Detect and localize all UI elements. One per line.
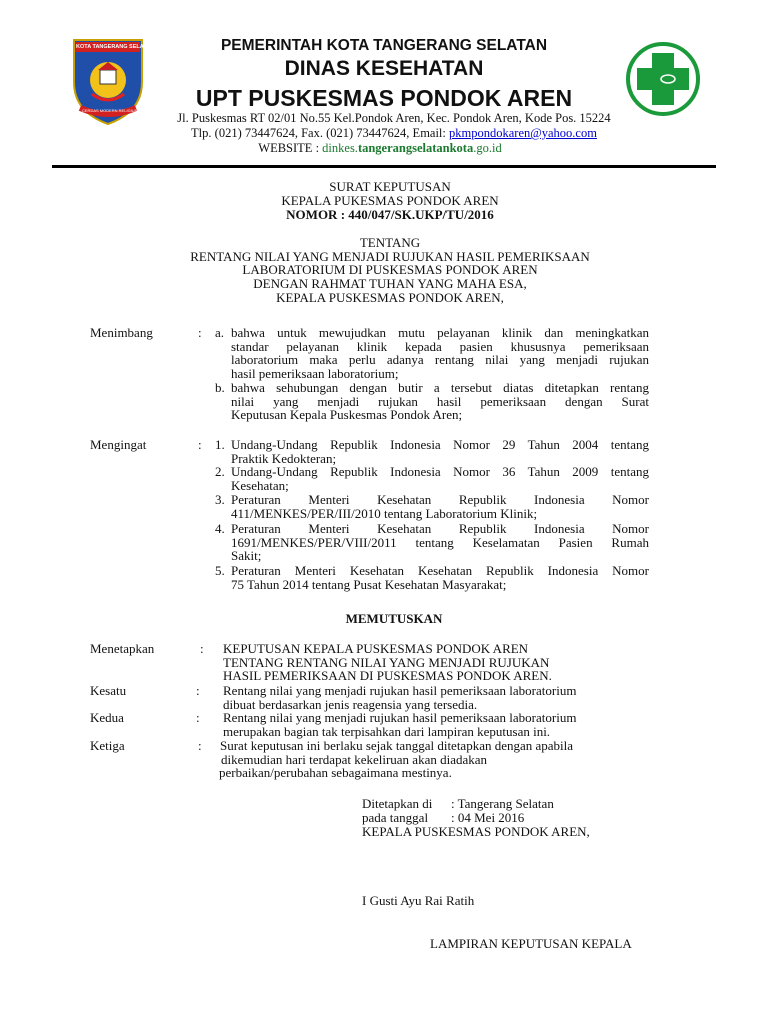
emblem-top-text: KOTA TANGERANG SELATAN bbox=[76, 44, 155, 50]
first-text bbox=[223, 684, 643, 711]
first-line: Rentang nilai yang menjadi rujukan hasil pemeriksaan laboratorium bbox=[223, 683, 577, 698]
place-value: : Tangerang Selatan bbox=[451, 796, 554, 811]
recalling-item bbox=[231, 522, 649, 563]
recalling-line: Peraturan Menteri Kesehatan Republik Indonesia Nomor bbox=[231, 521, 649, 536]
recalling-line: Peraturan Menteri Kesehatan Republik Indonesia Nomor bbox=[231, 492, 649, 507]
header-address: Jl. Puskesmas RT 02/01 No.55 Kel.Pondok Aren, Kec. Pondok Aren, Kode Pos. 15224 bbox=[177, 111, 611, 125]
stipulate-line: KEPUTUSAN KEPALA PUSKESMAS PONDOK AREN bbox=[223, 641, 529, 656]
considering-label: Menimbang bbox=[90, 325, 153, 340]
signatory-name: I Gusti Ayu Rai Ratih bbox=[362, 893, 475, 908]
header-website bbox=[0, 141, 764, 156]
second-label: Kedua bbox=[90, 710, 124, 725]
recalling-line: Praktik Kedokteran; bbox=[231, 450, 337, 466]
considering-b-line: bahwa sehubungan dengan butir a tersebut diatas ditetapkan rentang bbox=[231, 380, 649, 395]
decides-heading: MEMUTUSKAN bbox=[345, 611, 443, 626]
date-value: : 04 Mei 2016 bbox=[451, 810, 525, 825]
recalling-line: 411/MENKES/PER/III/2010 tentang Laboratorium Klinik; bbox=[231, 505, 538, 521]
recalling-line: 1691/MENKES/PER/VIII/2011 tentang Keselamatan Pasien Rumah bbox=[231, 534, 649, 550]
recalling-mark: 3. bbox=[215, 492, 225, 507]
header-email-link[interactable]: pkmpondokaren@yahoo.com bbox=[449, 126, 597, 140]
considering-b-line: Keputusan Kepala Puskesmas Pondok Aren; bbox=[231, 407, 463, 422]
first-label: Kesatu bbox=[90, 683, 127, 698]
header-contact bbox=[10, 126, 778, 141]
third-text bbox=[220, 739, 650, 780]
considering-a-line: bahwa untuk mewujudkan mutu pelayanan klinik dan meningkatkan bbox=[231, 325, 649, 340]
recalling-item bbox=[231, 438, 649, 465]
date-label: pada tanggal bbox=[362, 810, 429, 825]
stipulate-line: HASIL PEMERIKSAAN DI PUSKESMAS PONDOK AREN. bbox=[223, 668, 552, 683]
signatory-position: KEPALA PUSKESMAS PONDOK AREN, bbox=[362, 824, 590, 839]
second-line: merupakan bagian tak terpisahkan dari lampiran keputusan ini. bbox=[223, 723, 551, 739]
recalling-mark: 1. bbox=[215, 437, 225, 452]
attachment-heading: LAMPIRAN KEPUTUSAN KEPALA bbox=[430, 936, 632, 951]
recalling-item bbox=[231, 465, 649, 492]
header-rule bbox=[52, 165, 716, 168]
considering-mark-b: b. bbox=[215, 380, 225, 395]
website-part-b: tangerangselatankota bbox=[357, 141, 474, 155]
recalling-colon: : bbox=[198, 437, 202, 452]
stipulate-text bbox=[223, 642, 643, 683]
considering-a-line: laboratorium maka perlu adanya rentang nilai yang menjadi rujukan bbox=[231, 352, 649, 367]
recalling-line: Kesehatan; bbox=[231, 477, 289, 493]
first-line: dibuat berdasarkan jenis reagensia yang tersedia. bbox=[223, 696, 478, 712]
emblem-motto-text: CERDAS MODERN RELIGIUS bbox=[82, 108, 138, 113]
considering-item-a bbox=[231, 326, 649, 380]
header-institution-line: UPT PUSKESMAS PONDOK AREN bbox=[195, 85, 573, 111]
considering-colon: : bbox=[198, 325, 202, 340]
health-cross-icon bbox=[624, 40, 702, 118]
recalling-mark: 5. bbox=[215, 563, 225, 578]
third-line: Surat keputusan ini berlaku sejak tanggal ditetapkan dengan apabila bbox=[220, 738, 574, 753]
considering-item-b bbox=[231, 381, 649, 422]
stipulate-line: TENTANG RENTANG NILAI YANG MENJADI RUJUKAN bbox=[223, 654, 550, 670]
recalling-line: Peraturan Menteri Kesehatan Kesehatan Republik Indonesia Nomor bbox=[231, 563, 649, 578]
place-label: Ditetapkan di bbox=[362, 796, 433, 811]
title-line-1: SURAT KEPUTUSAN bbox=[329, 179, 451, 194]
subject-line-2: LABORATORIUM DI PUSKESMAS PONDOK AREN bbox=[242, 262, 538, 277]
first-colon: : bbox=[196, 683, 200, 698]
header-agency-line: DINAS KESEHATAN bbox=[284, 57, 484, 80]
third-label: Ketiga bbox=[90, 738, 125, 753]
website-part-c: .go.id bbox=[473, 141, 502, 155]
recalling-line: Undang-Undang Republik Indonesia Nomor 29 Tahun 2004 tentang bbox=[231, 437, 649, 452]
second-line: Rentang nilai yang menjadi rujukan hasil pemeriksaan laboratorium bbox=[223, 710, 577, 725]
second-text bbox=[223, 711, 643, 738]
website-part-a: dinkes. bbox=[322, 141, 358, 155]
header-government-line: PEMERINTAH KOTA TANGERANG SELATAN bbox=[220, 37, 548, 54]
considering-b-line: nilai yang menjadi rujukan hasil pemeriksaan dengan Surat bbox=[231, 393, 649, 409]
about-label: TENTANG bbox=[359, 235, 421, 250]
stipulate-label: Menetapkan bbox=[90, 641, 155, 656]
second-colon: : bbox=[196, 710, 200, 725]
website-label: WEBSITE : bbox=[258, 141, 323, 155]
decree-number: NOMOR : 440/047/SK.UKP/TU/2016 bbox=[286, 207, 494, 222]
recalling-item bbox=[231, 564, 649, 591]
title-line-2: KEPALA PUKESMAS PONDOK AREN bbox=[281, 193, 499, 208]
considering-a-line: hasil pemeriksaan laboratorium; bbox=[231, 365, 399, 381]
subject-line-4: KEPALA PUSKESMAS PONDOK AREN, bbox=[276, 290, 504, 305]
third-line: perbaikan/perubahan sebagaimana mestinya. bbox=[219, 765, 452, 780]
third-colon: : bbox=[198, 738, 202, 753]
considering-mark-a: a. bbox=[215, 325, 225, 340]
recalling-line: 75 Tahun 2014 tentang Pusat Kesehatan Masyarakat; bbox=[231, 576, 507, 592]
recalling-item bbox=[231, 493, 649, 520]
considering-a-line: standar pelayanan klinik kepada pasien khusus​nya pemeriksaan bbox=[231, 338, 649, 354]
stipulate-colon: : bbox=[200, 641, 204, 656]
third-line: dikemudian hari terdapat kekeliruan akan diadakan bbox=[221, 751, 488, 767]
subject-line-3: DENGAN RAHMAT TUHAN YANG MAHA ESA, bbox=[253, 276, 527, 291]
recalling-mark: 2. bbox=[215, 464, 225, 479]
subject-line-1: RENTANG NILAI YANG MENJADI RUJUKAN HASIL PEMERIKSAAN bbox=[190, 249, 590, 264]
recalling-line: Undang-Undang Republik Indonesia Nomor 36 Tahun 2009 tentang bbox=[231, 464, 649, 479]
recalling-line: Sakit; bbox=[231, 548, 262, 563]
recalling-mark: 4. bbox=[215, 521, 225, 536]
header-phone: Tlp. (021) 73447624, Fax. (021) 73447624, Email: bbox=[191, 126, 450, 140]
recalling-label: Mengingat bbox=[90, 437, 147, 452]
